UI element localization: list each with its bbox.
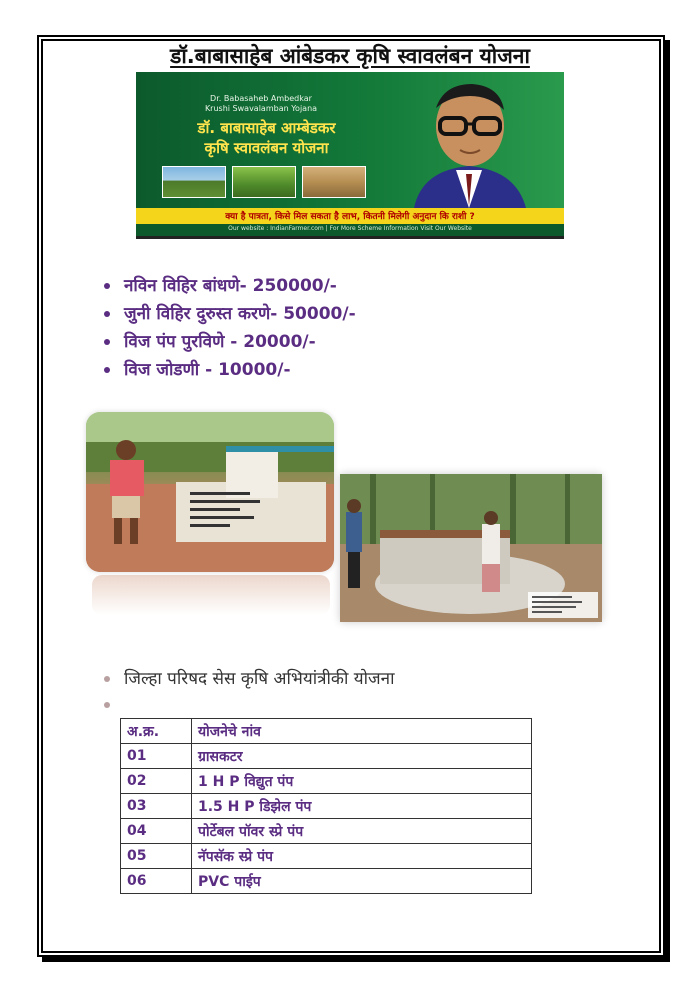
photo-reflection [92,575,330,615]
table-header-row [121,719,532,744]
tractor-thumbnail [162,166,226,198]
well-photo-1-drawing [86,412,334,572]
table-row [121,819,532,844]
grant-text: विज पंप पुरविणे - 20000/- [124,332,316,352]
serial-cell: 02 [121,769,192,794]
list-item [104,666,395,692]
scheme-name-cell: 1.5 H P डिझेल पंप [192,794,532,819]
page-border-shadow-right [665,40,670,962]
serial-cell: 04 [121,819,192,844]
scheme-name-cell: ग्रासकटर [192,744,532,769]
bullet-icon [104,311,110,317]
table-row [121,794,532,819]
scheme-list [104,666,395,718]
bullet-icon [104,283,110,289]
bullet-icon [104,339,110,345]
farmer-thumbnail [302,166,366,198]
serial-cell: 05 [121,844,192,869]
list-item [104,272,356,300]
well-photo-2-drawing [340,474,602,622]
banner-question-strip [136,208,564,224]
banner-marathi-line1: डॉ. बाबासाहेब आम्बेडकर [197,119,336,137]
scheme-name-cell: 1 H P विद्युत पंप [192,769,532,794]
scheme-banner-image [136,72,564,239]
scheme-items-table [120,718,532,894]
table-row [121,744,532,769]
scheme-name-cell: नॅपसॅक स्प्रे पंप [192,844,532,869]
list-item [104,692,395,718]
banner-english-line2: Krushi Swavalamban Yojana [204,104,318,113]
bullet-icon [104,676,110,682]
banner-english-name [166,94,356,114]
crop-field-thumbnail [232,166,296,198]
grant-text: विज जोडणी - 10000/- [124,360,291,380]
column-header-scheme-name: योजनेचे नांव [192,719,532,744]
serial-cell: 01 [121,744,192,769]
banner-question-text: क्या है पात्रता, किसे मिल सकता है लाभ, कितनी मिलेगी अनुदान कि राशी ? [225,212,475,222]
page-title [0,42,700,70]
list-item [104,300,356,328]
scheme-name-cell: PVC पाईप [192,869,532,894]
serial-cell: 03 [121,794,192,819]
portrait-illustration [394,78,544,208]
serial-cell: 06 [121,869,192,894]
banner-website-text: Our website : IndianFarmer.com | For More Scheme Information Visit Our Website [228,225,472,232]
table-row [121,844,532,869]
grant-text: जुनी विहिर दुरुस्त करणे- 50000/- [124,304,356,324]
page-title-text: डॉ.बाबासाहेब आंबेडकर कृषि स्वावलंबन योजना [170,44,530,68]
list-item [104,328,356,356]
well-photo-with-people [340,474,602,622]
bullet-icon [104,702,110,708]
bullet-icon [104,367,110,373]
well-photo-with-man [86,412,334,572]
column-header-serial: अ.क्र. [121,719,192,744]
grant-amount-list [104,272,356,384]
table-row [121,869,532,894]
banner-website-strip [136,224,564,236]
scheme-name-cell: पोर्टेबल पॉवर स्प्रे पंप [192,819,532,844]
scheme-list-text: जिल्हा परिषद सेस कृषि अभियांत्रीकी योजना [124,669,395,689]
banner-marathi-line2: कृषि स्वावलंबन योजना [204,139,329,157]
table-row [121,769,532,794]
list-item [104,356,356,384]
banner-english-line1: Dr. Babasaheb Ambedkar [210,94,312,103]
grant-text: नविन विहिर बांधणे- 250000/- [124,276,337,296]
page-border-shadow-bottom [42,957,670,962]
